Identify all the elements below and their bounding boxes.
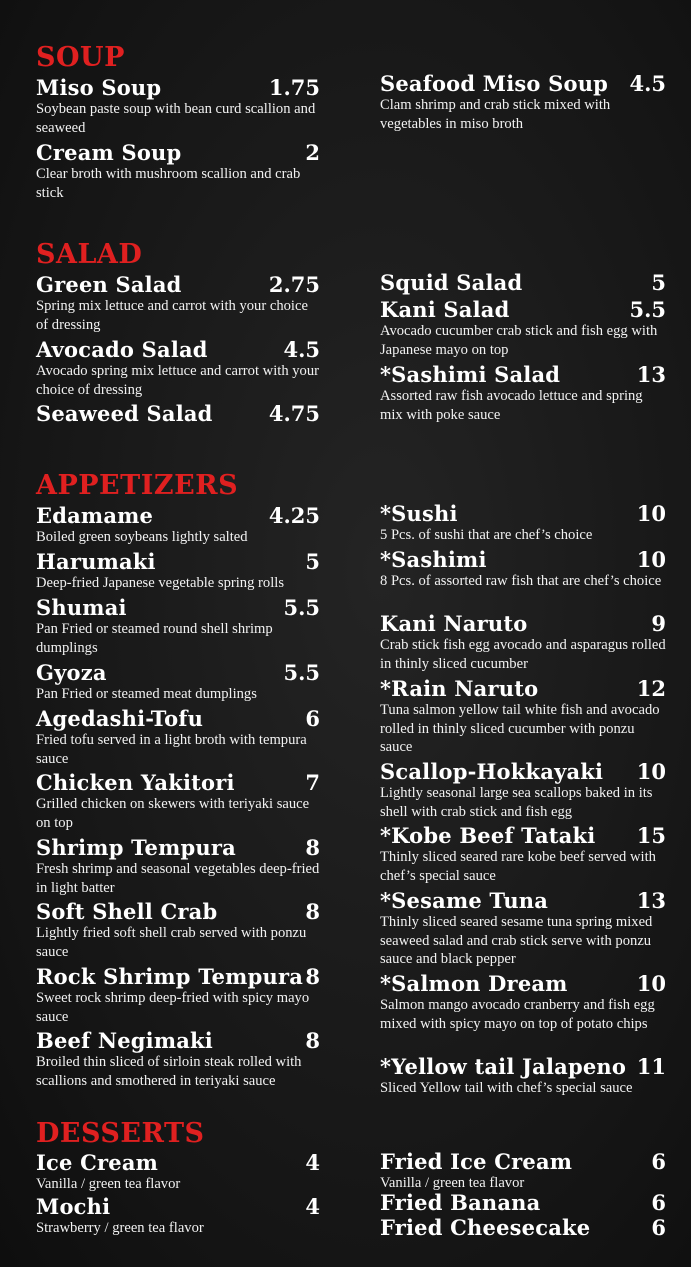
item-price: 2 — [305, 140, 320, 165]
item-description: Vanilla / green tea flavor — [380, 1175, 525, 1191]
item-price: 15 — [636, 823, 666, 848]
menu-item-rock-shrimp-tempura — [36, 965, 320, 1026]
item-name: *Sesame Tuna — [380, 888, 549, 913]
item-name: Fried Cheesecake — [380, 1215, 591, 1240]
menu-item-cream-soup — [36, 141, 320, 202]
item-description: Soybean paste soup with bean curd scallion and seaweed — [36, 101, 316, 136]
item-name: Ice Cream — [36, 1150, 159, 1175]
menu-item-scallop-hokkayaki — [380, 760, 666, 821]
menu-item-sashimi — [380, 548, 666, 591]
item-price: 7 — [305, 770, 320, 795]
item-price: 10 — [636, 759, 666, 784]
item-name: Shrimp Tempura — [36, 835, 236, 860]
menu-item-soft-shell-crab — [36, 900, 320, 961]
section-title-soup: SOUP — [36, 42, 125, 73]
menu-item-fried-banana — [380, 1191, 666, 1215]
item-name: Seaweed Salad — [36, 401, 213, 426]
item-description: Strawberry / green tea flavor — [36, 1220, 204, 1236]
menu-item-salmon-dream — [380, 972, 666, 1033]
menu-item-green-salad — [36, 273, 320, 334]
item-name: Soft Shell Crab — [36, 899, 218, 924]
item-price: 2.75 — [268, 272, 320, 297]
menu-item-sashimi-salad — [380, 363, 666, 424]
item-price: 10 — [636, 971, 666, 996]
menu-item-sesame-tuna — [380, 889, 666, 969]
item-description: Lightly fried soft shell crab served with ponzu sauce — [36, 925, 307, 960]
item-description: Assorted raw fish avocado lettuce and spring mix with poke sauce — [380, 388, 643, 423]
item-price: 8 — [305, 835, 320, 860]
item-price: 13 — [636, 362, 666, 387]
menu-item-shumai — [36, 596, 320, 657]
item-name: Agedashi-Tofu — [36, 706, 204, 731]
item-name: *Sashimi Salad — [380, 362, 561, 387]
item-description: Fried tofu served in a light broth with tempura sauce — [36, 732, 307, 767]
menu-item-seaweed-salad — [36, 402, 320, 426]
item-name: Kani Salad — [380, 297, 510, 322]
item-description: Tuna salmon yellow tail white fish and avocado rolled in thinly sliced cucumber with ponzu sauce — [380, 702, 660, 755]
item-name: *Sashimi — [380, 547, 487, 572]
menu-item-squid-salad — [380, 271, 666, 295]
item-price: 5 — [651, 270, 666, 295]
menu-item-kani-salad — [380, 298, 666, 359]
item-price: 8 — [305, 899, 320, 924]
item-price: 4.25 — [268, 503, 320, 528]
item-name: *Yellow tail Jalapeno — [380, 1054, 627, 1079]
item-description: Salmon mango avocado cranberry and fish egg mixed with spicy mayo on top of potato chips — [380, 997, 655, 1032]
item-price: 4.75 — [268, 401, 320, 426]
menu-item-gyoza — [36, 661, 320, 704]
menu-item-ice-cream — [36, 1151, 320, 1194]
item-name: Scallop-Hokkayaki — [380, 759, 604, 784]
item-description: Grilled chicken on skewers with teriyaki sauce on top — [36, 796, 310, 831]
section-title-salad: SALAD — [36, 239, 143, 270]
menu-item-harumaki — [36, 550, 320, 593]
menu-item-shrimp-tempura — [36, 836, 320, 897]
item-name: *Rain Naruto — [380, 676, 539, 701]
item-name: Fried Ice Cream — [380, 1149, 573, 1174]
menu-item-yellow-tail-jalapeno — [380, 1055, 666, 1098]
item-name: Kani Naruto — [380, 611, 528, 636]
menu-item-chicken-yakitori — [36, 771, 320, 832]
item-description: Spring mix lettuce and carrot with your choice of dressing — [36, 298, 308, 333]
item-name: Gyoza — [36, 660, 107, 685]
item-price: 4 — [305, 1194, 320, 1219]
item-description: Vanilla / green tea flavor — [36, 1176, 181, 1192]
item-description: 8 Pcs. of assorted raw fish that are chef’s choice — [380, 573, 662, 589]
item-description: Avocado spring mix lettuce and carrot with your choice of dressing — [36, 363, 320, 398]
item-name: *Salmon Dream — [380, 971, 568, 996]
item-description: 5 Pcs. of sushi that are chef’s choice — [380, 527, 593, 543]
item-price: 5.5 — [629, 297, 666, 322]
item-price: 4.5 — [629, 71, 666, 96]
item-price: 6 — [305, 706, 320, 731]
item-description: Clam shrimp and crab stick mixed with vegetables in miso broth — [380, 97, 611, 132]
item-name: Fried Banana — [380, 1190, 541, 1215]
menu-item-mochi — [36, 1195, 320, 1238]
item-price: 8 — [305, 1028, 320, 1053]
item-price: 6 — [651, 1149, 666, 1174]
item-description: Thinly sliced seared rare kobe beef served with chef’s special sauce — [380, 849, 656, 884]
item-name: Green Salad — [36, 272, 182, 297]
item-name: Harumaki — [36, 549, 156, 574]
item-name: *Kobe Beef Tataki — [380, 823, 596, 848]
item-price: 11 — [636, 1054, 666, 1079]
item-description: Deep-fried Japanese vegetable spring rolls — [36, 575, 284, 591]
item-price: 9 — [651, 611, 666, 636]
menu-item-beef-negimaki — [36, 1029, 320, 1090]
item-name: Avocado Salad — [36, 337, 208, 362]
item-name: Shumai — [36, 595, 127, 620]
item-description: Crab stick fish egg avocado and asparagus rolled in thinly sliced cucumber — [380, 637, 666, 672]
item-price: 8 — [305, 964, 320, 989]
menu-item-fried-ice-cream — [380, 1150, 666, 1193]
menu-item-rain-naruto — [380, 677, 666, 757]
item-price: 6 — [651, 1215, 666, 1240]
item-name: Beef Negimaki — [36, 1028, 213, 1053]
item-price: 1.75 — [268, 75, 320, 100]
menu-item-avocado-salad — [36, 338, 320, 399]
item-name: Mochi — [36, 1194, 111, 1219]
item-description: Clear broth with mushroom scallion and crab stick — [36, 166, 301, 201]
menu-item-miso-soup — [36, 76, 320, 137]
item-price: 4 — [305, 1150, 320, 1175]
item-description: Thinly sliced seared sesame tuna spring mixed seaweed salad and crab stick serve with ponzu sauce and black pepper — [380, 914, 653, 967]
item-price: 4.5 — [283, 337, 320, 362]
section-title-desserts: DESSERTS — [36, 1118, 205, 1149]
item-price: 6 — [651, 1190, 666, 1215]
item-name: Miso Soup — [36, 75, 162, 100]
item-price: 10 — [636, 501, 666, 526]
item-description: Avocado cucumber crab stick and fish egg with Japanese mayo on top — [380, 323, 658, 358]
item-price: 5.5 — [283, 660, 320, 685]
item-name: Cream Soup — [36, 140, 182, 165]
menu-item-kani-naruto — [380, 612, 666, 673]
item-name: Chicken Yakitori — [36, 770, 235, 795]
item-description: Lightly seasonal large sea scallops baked in its shell with crab stick and fish egg — [380, 785, 653, 820]
section-title-appetizers: APPETIZERS — [36, 470, 239, 501]
item-name: Seafood Miso Soup — [380, 71, 609, 96]
item-price: 10 — [636, 547, 666, 572]
menu-item-seafood-miso-soup — [380, 72, 666, 133]
item-description: Boiled green soybeans lightly salted — [36, 529, 248, 545]
menu-item-fried-cheesecake — [380, 1216, 666, 1240]
item-description: Sliced Yellow tail with chef’s special sauce — [380, 1080, 633, 1096]
item-name: Edamame — [36, 503, 154, 528]
menu-item-kobe-beef-tataki — [380, 824, 666, 885]
item-price: 5.5 — [283, 595, 320, 620]
item-description: Pan Fried or steamed meat dumplings — [36, 686, 257, 702]
menu-item-agedashi-tofu — [36, 707, 320, 768]
item-name: Squid Salad — [380, 270, 523, 295]
item-price: 13 — [636, 888, 666, 913]
menu-item-edamame — [36, 504, 320, 547]
item-name: Rock Shrimp Tempura — [36, 964, 304, 989]
item-name: *Sushi — [380, 501, 458, 526]
item-description: Pan Fried or steamed round shell shrimp dumplings — [36, 621, 273, 656]
item-description: Fresh shrimp and seasonal vegetables deep-fried in light batter — [36, 861, 320, 896]
item-price: 12 — [636, 676, 666, 701]
menu-item-sushi — [380, 502, 666, 545]
item-price: 5 — [305, 549, 320, 574]
item-description: Broiled thin sliced of sirloin steak rolled with scallions and smothered in teriyaki sauce — [36, 1054, 302, 1089]
item-description: Sweet rock shrimp deep-fried with spicy mayo sauce — [36, 990, 310, 1025]
